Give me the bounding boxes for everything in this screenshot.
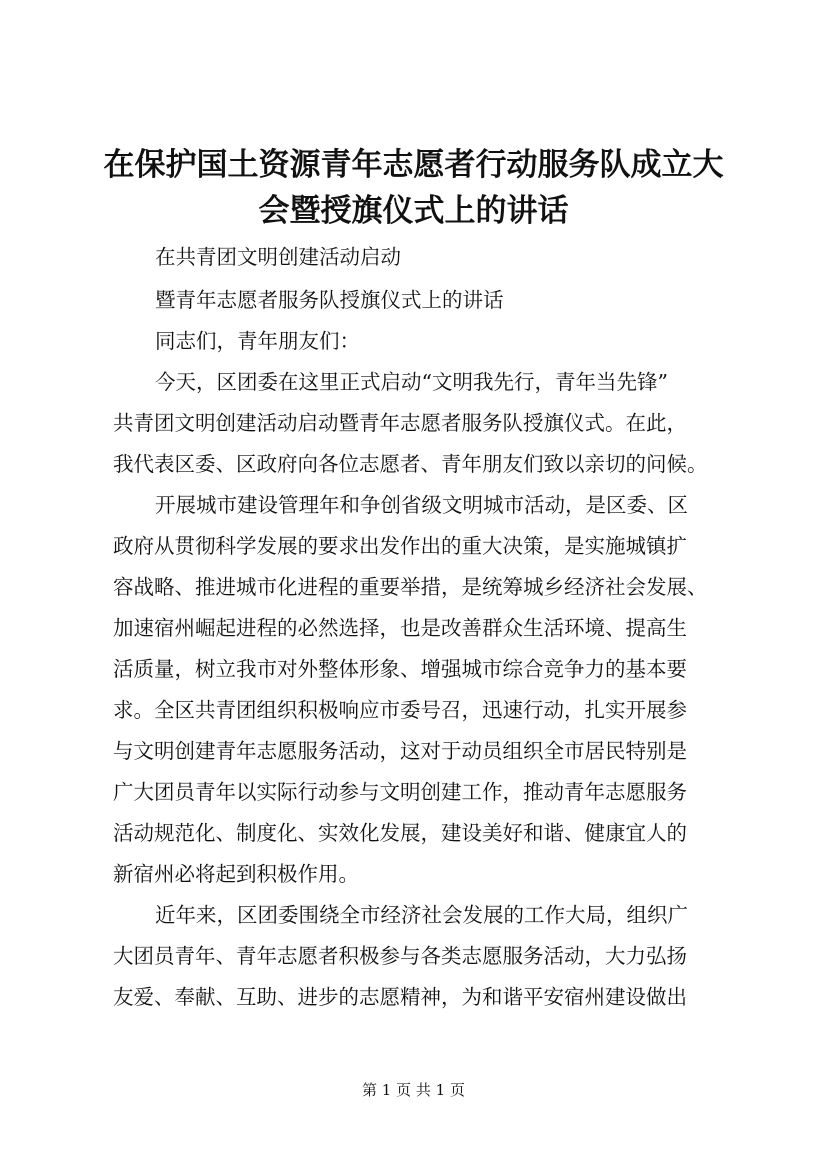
page-footer: 第 1 页 共 1 页 <box>362 1081 465 1099</box>
subtitle-line-1: 在共青团文明创建活动启动 <box>155 245 401 269</box>
paragraph-2-line-5: 活质量，树立我市对外整体形象、增强城市综合竞争力的基本要 <box>113 657 687 681</box>
paragraph-2-line-4: 加速宿州崛起进程的必然选择，也是改善群众生活环境、提高生 <box>113 616 687 640</box>
paragraph-1-line-1: 今天，区团委在这里正式启动“文明我先行，青年当先锋” <box>155 370 668 394</box>
subtitle-line-2: 暨青年志愿者服务队授旗仪式上的讲话 <box>155 288 504 312</box>
document-title: 在保护国土资源青年志愿者行动服务队成立大会暨授旗仪式上的讲话 <box>103 147 724 229</box>
paragraph-2-line-10: 新宿州必将起到积极作用。 <box>113 862 359 886</box>
paragraph-2-line-3: 容战略、推进城市化进程的重要举措，是统筹城乡经济社会发展、 <box>113 575 708 599</box>
paragraph-1-line-3: 我代表区委、区政府向各位志愿者、青年朋友们致以亲切的问候。 <box>113 452 708 476</box>
paragraph-2-line-8: 广大团员青年以实际行动参与文明创建工作，推动青年志愿服务 <box>113 780 687 804</box>
paragraph-2-line-6: 求。全区共青团组织积极响应市委号召，迅速行动，扎实开展参 <box>113 698 687 722</box>
paragraph-2-line-2: 政府从贯彻科学发展的要求出发作出的重大决策，是实施城镇扩 <box>113 534 687 558</box>
salutation: 同志们，青年朋友们： <box>155 329 360 353</box>
paragraph-1-line-2: 共青团文明创建活动启动暨青年志愿者服务队授旗仪式。在此， <box>113 411 687 435</box>
paragraph-3-line-2: 大团员青年、青年志愿者积极参与各类志愿服务活动，大力弘扬 <box>113 944 687 968</box>
paragraph-3-line-1: 近年来，区团委围绕全市经济社会发展的工作大局，组织广 <box>155 903 688 927</box>
paragraph-2-line-7: 与文明创建青年志愿服务活动，这对于动员组织全市居民特别是 <box>113 739 687 763</box>
paragraph-3-line-3: 友爱、奉献、互助、进步的志愿精神，为和谐平安宿州建设做出 <box>113 985 687 1009</box>
paragraph-2-line-1: 开展城市建设管理年和争创省级文明城市活动，是区委、区 <box>155 493 688 517</box>
paragraph-2-line-9: 活动规范化、制度化、实效化发展，建设美好和谐、健康宜人的 <box>113 821 687 845</box>
